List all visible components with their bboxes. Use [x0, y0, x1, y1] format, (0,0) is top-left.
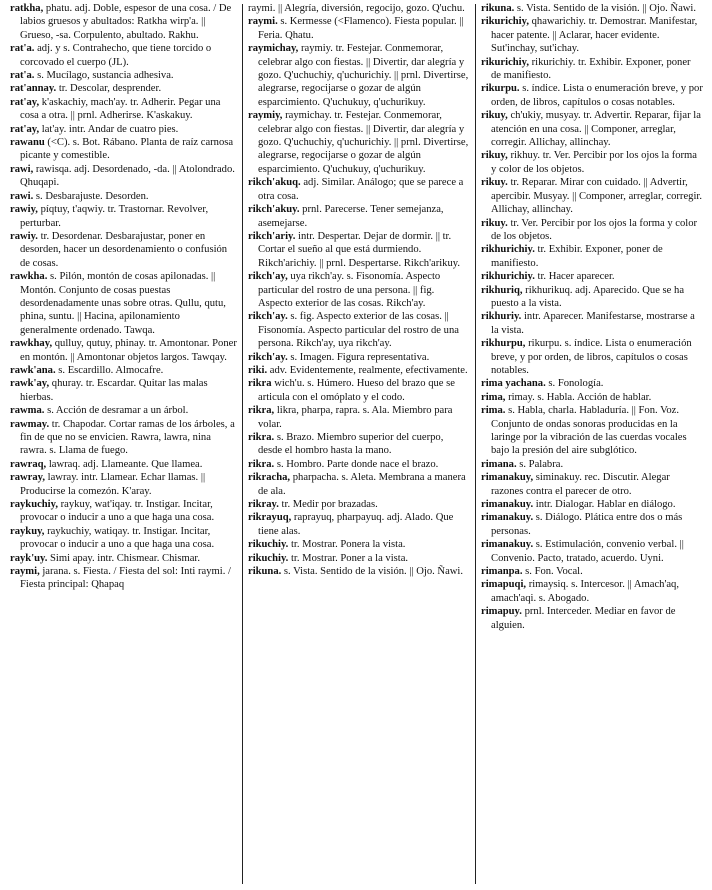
- entry-definition: rimay. s. Habla. Acción de hablar.: [505, 391, 652, 403]
- dictionary-entry: [481, 149, 703, 176]
- dictionary-entry: [248, 203, 470, 230]
- entry-headword: rikra.: [248, 432, 275, 443]
- entry-definition: tr. Exhibir. Exponer, poner de manifiesto.: [491, 244, 663, 269]
- dictionary-entry: [10, 270, 237, 337]
- entry-definition: s. Habla, charla. Habladuría. || Fon. Voz. Conjunto de ondas sonoras producidas en la laringe por la vibración de las cuerdas vocales bajo la presión del aire subglótico.: [491, 405, 687, 457]
- entry-definition: tr. Mostrar. Poner a la vista.: [288, 552, 409, 564]
- dictionary-entry: [481, 605, 703, 632]
- dictionary-entry: [248, 2, 470, 15]
- dictionary-entry: [248, 511, 470, 538]
- entry-definition: s. Fonología.: [545, 378, 604, 390]
- dictionary-entry: [481, 217, 703, 244]
- dictionary-entry: [481, 391, 703, 404]
- dictionary-entry: [10, 337, 237, 364]
- entry-definition: s. Palabra.: [516, 458, 564, 470]
- entry-definition: raprayuq, pharpayuq. adj. Alado. Que tiene alas.: [258, 512, 454, 537]
- entry-definition: s. Pilón, montón de cosas apilonadas. || Montón. Conjunto de cosas puestas desordenadamente unas sobre otras. Qullu, qutu, phina, suntu. || Hacina, apilonamiento generalmente ordenado. Tawqa.: [20, 271, 226, 336]
- entry-headword: rikuchiy.: [248, 552, 289, 564]
- dictionary-entry: [481, 498, 703, 511]
- entry-headword: rima,: [481, 391, 506, 403]
- entry-headword: rikra.: [248, 458, 275, 470]
- dictionary-entry: [248, 471, 470, 498]
- entry-headword: rimanakuy.: [481, 539, 534, 551]
- entry-headword: rima.: [481, 405, 506, 417]
- entry-headword: rat'a.: [10, 70, 35, 82]
- dictionary-entry: [481, 284, 703, 311]
- entry-headword: raymi,: [10, 566, 40, 578]
- entry-headword: rawanu: [10, 137, 45, 149]
- entry-headword: rikhuriy.: [481, 311, 522, 323]
- dictionary-entry: [481, 15, 703, 55]
- dictionary-entry: [248, 498, 470, 511]
- entry-headword: rimana.: [481, 458, 517, 470]
- entry-headword: rikhurichiy.: [481, 271, 535, 283]
- entry-headword: rikurichiy,: [481, 56, 529, 68]
- entry-headword: raykuy,: [10, 525, 45, 537]
- entry-definition: tr. Medir por brazadas.: [278, 499, 378, 511]
- dictionary-entry: [10, 565, 237, 592]
- dictionary-entry: [481, 243, 703, 270]
- dictionary-entry: [248, 42, 470, 109]
- entry-headword: rawi.: [10, 190, 34, 202]
- dictionary-entry: [481, 538, 703, 565]
- dictionary-entry: [481, 377, 703, 390]
- entry-definition: qhuray. tr. Escardar. Quitar las malas hierbas.: [20, 378, 208, 403]
- entry-headword: raymiy,: [248, 110, 283, 122]
- entry-headword: rawma.: [10, 405, 45, 417]
- dictionary-entry: [248, 270, 470, 310]
- dictionary-entry: [248, 552, 470, 565]
- dictionary-entry: [10, 42, 237, 69]
- entry-definition: raymi. || Alegría, diversión, regocijo, gozo. Q'uchu.: [248, 3, 465, 14]
- entry-definition: s. Diálogo. Plática entre dos o más personas.: [491, 512, 683, 537]
- dictionary-entry: [248, 351, 470, 364]
- entry-definition: qhawarichiy. tr. Demostrar. Manifestar, hacer patente. || Aclarar, hacer evidente. Sut'inchay, sut'ichay.: [491, 16, 698, 55]
- entry-headword: rat'ay,: [10, 96, 40, 108]
- entry-headword: rikuy.: [481, 217, 508, 229]
- entry-definition: lat'ay. intr. Andar de cuatro pies.: [39, 123, 179, 135]
- dictionary-entry: [10, 190, 237, 203]
- entry-headword: rawraq,: [10, 458, 47, 470]
- dictionary-entry: [481, 82, 703, 109]
- dictionary-entry: [10, 364, 237, 377]
- entry-headword: rikuy,: [481, 150, 508, 162]
- entry-definition: rikhuy. tr. Ver. Percibir por los ojos la forma y color de los objetos.: [491, 150, 697, 175]
- dictionary-entry: [10, 458, 237, 471]
- entry-definition: s. Brazo. Miembro superior del cuerpo, desde el hombro hasta la mano.: [258, 432, 444, 457]
- entry-headword: rikch'ay.: [248, 351, 288, 363]
- entry-headword: rikuna.: [248, 566, 282, 578]
- entry-definition: rikurichiy. tr. Exhibir. Exponer, poner de manifiesto.: [491, 56, 691, 82]
- dictionary-entry: [481, 337, 703, 377]
- entry-headword: rimanakuy,: [481, 472, 534, 484]
- entry-headword: rikhurpu,: [481, 338, 526, 350]
- entry-headword: raykuchiy,: [10, 499, 58, 511]
- entry-headword: raymichay,: [248, 43, 299, 55]
- dictionary-entry: [10, 498, 237, 525]
- column-3: [481, 2, 703, 632]
- entry-headword: raymi.: [248, 16, 278, 28]
- dictionary-entry: [248, 310, 470, 350]
- entry-headword: rikch'ay.: [248, 311, 288, 323]
- entry-headword: rikch'akuy.: [248, 204, 300, 216]
- dictionary-entry: [248, 538, 470, 551]
- entry-definition: Simi apay. intr. Chismear. Chismar.: [47, 552, 201, 564]
- entry-definition: s. Fon. Vocal.: [522, 566, 583, 578]
- entry-definition: s. fig. Aspecto exterior de las cosas. || Fisonomía. Aspecto particular del rostro de una persona. Rikch'ay, uya rikch'ay.: [258, 311, 459, 350]
- dictionary-entry: [248, 15, 470, 42]
- entry-definition: s. Mucílago, sustancia adhesiva.: [34, 70, 174, 82]
- dictionary-entry: [481, 270, 703, 283]
- entry-headword: rawkhay,: [10, 338, 53, 350]
- entry-headword: rikuy.: [481, 177, 508, 189]
- entry-definition: s. Escardillo. Almocafre.: [55, 364, 164, 376]
- entry-headword: rawkha.: [10, 271, 48, 283]
- dictionary-entry: [10, 377, 237, 404]
- entry-definition: raykuchiy, watiqay. tr. Instigar. Incitar, provocar o inducir a uno a que haga una cosa.: [20, 525, 215, 551]
- entry-definition: adj. Similar. Análogo; que se parece a otra cosa.: [258, 177, 464, 202]
- entry-definition: uya rikch'ay. s. Fisonomía. Aspecto particular del rostro de una persona. || fig. Aspecto exterior de las cosas. Rikch'ay.: [258, 271, 441, 309]
- entry-definition: rikurpu. s. índice. Lista o enumeración breve, y por orden, de libros, capítulos o cosas notables.: [491, 338, 692, 376]
- dictionary-entry: [10, 525, 237, 552]
- entry-definition: s. Estimulación, convenio verbal. || Convenio. Pacto, tratado, acuerdo. Uyni.: [491, 539, 684, 564]
- entry-definition: s. Vista. Sentido de la visión. || Ojo. Ñawi.: [514, 3, 697, 14]
- entry-headword: rawiy,: [10, 204, 38, 216]
- entry-headword: rat'a.: [10, 43, 35, 55]
- entry-definition: lawraq. adj. Llameante. Que llamea.: [46, 458, 203, 470]
- dictionary-entry: [481, 310, 703, 337]
- entry-headword: rikhuriq,: [481, 284, 523, 296]
- dictionary-entry: [481, 471, 703, 498]
- entry-definition: lawray. intr. Llamear. Echar llamas. || Producirse la comezón. K'aray.: [20, 472, 206, 497]
- entry-definition: tr. Ver. Percibir por los ojos la forma y color de los objetos.: [491, 217, 698, 242]
- dictionary-entry: [10, 552, 237, 565]
- entry-definition: intr. Dialogar. Hablar en diálogo.: [533, 499, 676, 511]
- entry-headword: rikuy,: [481, 110, 508, 122]
- dictionary-entry: [10, 203, 237, 230]
- dictionary-entry: [248, 431, 470, 458]
- entry-headword: rikra: [248, 378, 272, 390]
- entry-headword: rikray.: [248, 499, 279, 511]
- column-2: [248, 2, 470, 578]
- entry-headword: rikch'akuq.: [248, 177, 301, 189]
- entry-headword: rat'annay.: [10, 83, 57, 95]
- entry-headword: riki.: [248, 364, 268, 376]
- entry-definition: tr. Descolar, desprender.: [56, 83, 162, 95]
- entry-definition: rimaysiq. s. Intercesor. || Amach'aq, amach'aqi. s. Abogado.: [491, 579, 679, 604]
- entry-headword: rikurichiy,: [481, 16, 529, 28]
- entry-headword: rimanakuy.: [481, 512, 534, 524]
- dictionary-entry: [481, 2, 703, 15]
- entry-definition: raymiy. tr. Festejar. Conmemorar, celebrar algo con fiestas. || Divertir, dar alegría y gozo. Q'uchuchiy, q'uchurichiy. || prnl. Divertirse, alegrarse, regocijarse o gozar de algún esparcimiento. Q'uchukuy, q'uchurikuy.: [258, 43, 469, 108]
- entry-definition: tr. Mostrar. Ponera la vista.: [288, 539, 406, 551]
- entry-definition: pharpacha. s. Aleta. Membrana a manera de ala.: [258, 472, 466, 497]
- column-1: [10, 2, 237, 592]
- entry-headword: rawiy.: [10, 230, 38, 242]
- dictionary-entry: [248, 377, 470, 404]
- entry-definition: raymichay. tr. Festejar. Conmemorar, celebrar algo con fiestas. || Divertir, dar alegría y gozo. Q'uchuchiy, q'uchurichiy. || prnl. Divertirse, alegrarse, regocijarse o gozar de algún esparcimiento. Q'uchukuy, q'uchurikuy.: [258, 110, 469, 175]
- entry-definition: s. Vista. Sentido de la visión. || Ojo. Ñawi.: [281, 566, 464, 578]
- entry-definition: intr. Despertar. Dejar de dormir. || tr. Cortar el sueño al que está durmiendo. Rikch'arichiy. || prnl. Despertarse. Rikch'arikuy.: [258, 230, 461, 269]
- dictionary-entry: [10, 123, 237, 136]
- entry-definition: phatu. adj. Doble, espesor de una cosa. / De labios gruesos y abultados: Ratkha wirp'a. || Grueso, -sa. Corpulento, abultado. Rakhu.: [20, 3, 232, 41]
- dictionary-entry: [481, 578, 703, 605]
- entry-headword: rikurpu.: [481, 83, 520, 95]
- entry-headword: rawmay.: [10, 418, 50, 430]
- entry-headword: rimanpa.: [481, 566, 523, 578]
- entry-definition: wich'u. s. Húmero. Hueso del brazo que se articula con el omóplato y el codo.: [258, 378, 455, 403]
- entry-definition: k'askachiy, mach'ay. tr. Adherir. Pegar una cosa a otra. || prnl. Adherirse. K'askakuy.: [20, 96, 221, 122]
- dictionary-entry: [10, 404, 237, 417]
- dictionary-entry: [481, 56, 703, 83]
- entry-headword: rawk'ana.: [10, 364, 56, 376]
- dictionary-entry: [481, 565, 703, 578]
- entry-definition: (<C). s. Bot. Rábano. Planta de raíz carnosa picante y comestible.: [20, 137, 234, 162]
- dictionary-entry: [10, 230, 237, 270]
- entry-definition: s. Acción de desramar a un árbol.: [44, 405, 189, 417]
- entry-definition: s. Hombro. Parte donde nace el brazo.: [274, 458, 439, 470]
- entry-headword: rikch'ariy.: [248, 230, 296, 242]
- dictionary-entry: [248, 565, 470, 578]
- entry-headword: rayk'uy.: [10, 552, 48, 564]
- dictionary-entry: [248, 176, 470, 203]
- entry-definition: prnl. Interceder. Mediar en favor de alguien.: [491, 606, 676, 631]
- dictionary-entry: [481, 511, 703, 538]
- entry-definition: tr. Reparar. Mirar con cuidado. || Advertir, apercibir. Musyay. || Componer, arreglar, corregir. Allichay, allinchay.: [491, 177, 702, 216]
- entry-definition: píqtuy, t'aqwiy. tr. Trastornar. Revolver, perturbar.: [20, 204, 209, 229]
- entry-headword: rimapuqi,: [481, 579, 527, 591]
- column-divider: [475, 4, 476, 884]
- entry-headword: ratkha,: [10, 3, 44, 14]
- dictionary-entry: [10, 136, 237, 163]
- entry-definition: ch'ukiy, musyay. tr. Advertir. Reparar, fijar la atención en una cosa. || Componer, arreglar, corregir. Allichay, allinchay.: [491, 110, 701, 149]
- entry-definition: qulluy, qutuy, phinay. tr. Amontonar. Poner en montón. || Amontonar objetos largos. Tawqay.: [20, 338, 237, 363]
- entry-definition: prnl. Parecerse. Tener semejanza, asemejarse.: [258, 204, 444, 229]
- entry-definition: jarana. s. Fiesta. / Fiesta del sol: Inti raymi. / Fiesta principal: Qhapaq: [20, 566, 231, 591]
- entry-definition: raykuy, wat'iqay. tr. Instigar. Incitar, provocar o inducir a uno a que haga una cosa.: [20, 499, 215, 524]
- entry-headword: rimapuy.: [481, 606, 522, 618]
- entry-headword: rikch'ay,: [248, 271, 288, 283]
- entry-definition: s. Kermesse (<Flamenco). Fiesta popular. || Feria. Qhatu.: [258, 16, 464, 41]
- dictionary-entry: [481, 176, 703, 216]
- dictionary-entry: [10, 163, 237, 190]
- dictionary-entry: [10, 471, 237, 498]
- entry-definition: adv. Evidentemente, realmente, efectivamente.: [267, 364, 468, 376]
- dictionary-entry: [10, 2, 237, 42]
- entry-definition: adj. y s. Contrahecho, que tiene torcido o corcovado el cuerpo (JL).: [20, 43, 212, 68]
- entry-headword: rikhurichiy.: [481, 244, 535, 256]
- entry-definition: s. índice. Lista o enumeración breve, y por orden, de libros, capítulos o cosas notables.: [491, 83, 703, 108]
- entry-headword: rawk'ay,: [10, 378, 50, 390]
- entry-definition: siminakuy. rec. Discutir. Alegar razones contra el parecer de otro.: [491, 472, 670, 497]
- entry-definition: rikhurikuq. adj. Aparecido. Que se ha puesto a la vista.: [491, 284, 685, 309]
- column-divider: [242, 4, 243, 884]
- dictionary-entry: [248, 458, 470, 471]
- dictionary-entry: [248, 230, 470, 270]
- entry-headword: rimanakuy.: [481, 499, 534, 511]
- entry-definition: tr. Desordenar. Desbarajustar, poner en desorden, hacer un desordenamiento o confusión de cosas.: [20, 230, 228, 269]
- dictionary-entry: [248, 109, 470, 176]
- dictionary-entry: [481, 458, 703, 471]
- entry-headword: rawi,: [10, 163, 34, 175]
- entry-headword: rat'ay,: [10, 123, 40, 135]
- dictionary-entry: [248, 404, 470, 431]
- entry-headword: rikracha,: [248, 472, 291, 484]
- entry-definition: rawisqa. adj. Desordenado, -da. || Atolondrado. Qhuqapi.: [20, 163, 235, 189]
- dictionary-entry: [10, 69, 237, 82]
- entry-headword: rawray,: [10, 472, 46, 484]
- dictionary-entry: [481, 109, 703, 149]
- dictionary-entry: [10, 96, 237, 123]
- entry-headword: rikra,: [248, 405, 275, 417]
- entry-definition: s. Desbarajuste. Desorden.: [33, 190, 149, 202]
- entry-definition: intr. Aparecer. Manifestarse, mostrarse a la vista.: [491, 311, 695, 336]
- dictionary-entry: [248, 364, 470, 377]
- entry-headword: rikuna.: [481, 3, 515, 14]
- entry-definition: likra, pharpa, rapra. s. Ala. Miembro para volar.: [258, 405, 453, 430]
- entry-headword: rima yachana.: [481, 378, 546, 390]
- dictionary-entry: [10, 418, 237, 458]
- dictionary-entry: [10, 82, 237, 95]
- dictionary-entry: [481, 404, 703, 458]
- entry-definition: tr. Hacer aparecer.: [534, 271, 615, 283]
- entry-headword: rikuchiy.: [248, 539, 289, 551]
- entry-definition: s. Imagen. Figura representativa.: [287, 351, 430, 363]
- entry-definition: tr. Chapodar. Cortar ramas de los árboles, a fin de que no se envicien. Rawra, lawra, nina rawra. s. Llama de fuego.: [20, 418, 235, 457]
- entry-headword: rikrayuq,: [248, 512, 292, 524]
